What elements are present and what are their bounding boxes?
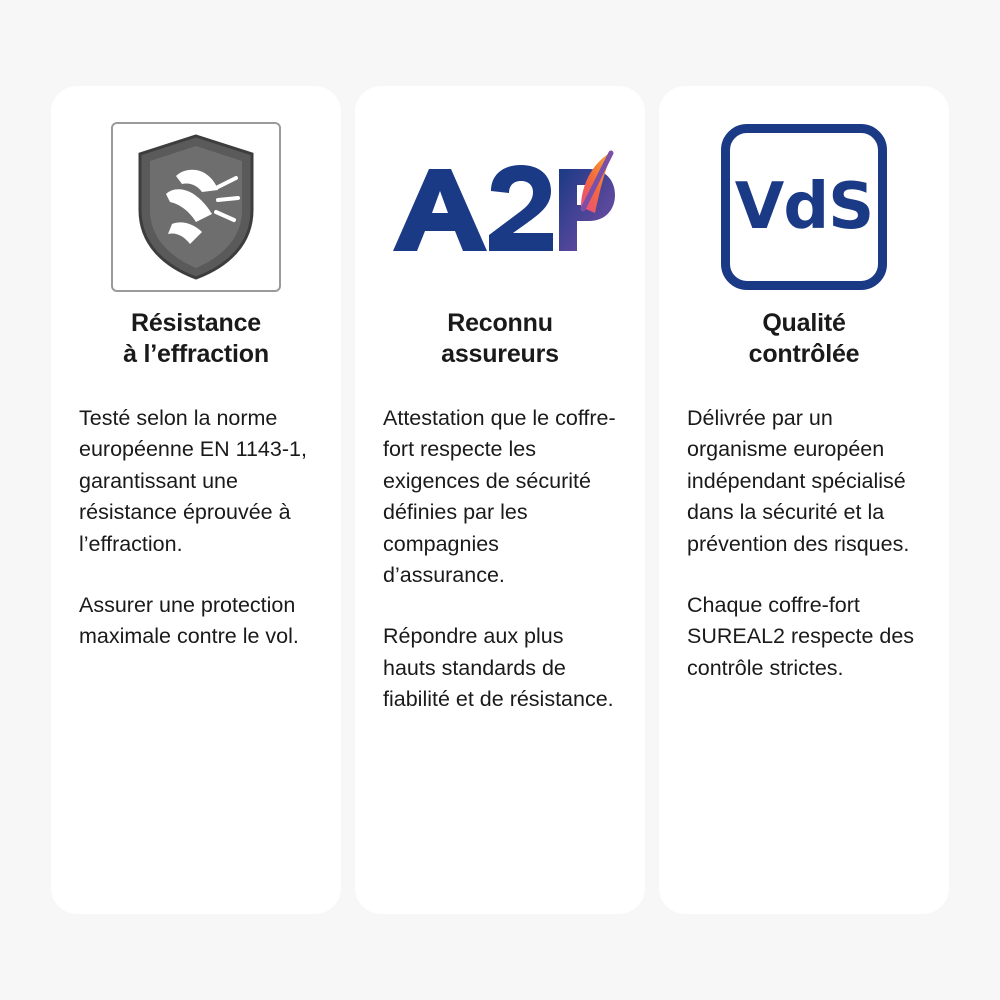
card-3-body (687, 403, 921, 684)
card-1-paragraph-2: Assurer une protection maximale contre le vol. (79, 592, 299, 649)
card-3-paragraph-2: Chaque coffre-fort SUREAL2 respecte des contrôle strictes. (687, 592, 915, 680)
card-2-title-line1: Reconnu (447, 309, 553, 337)
card-3-title (749, 308, 860, 369)
card-2-title-line2: assureurs (441, 339, 559, 368)
card-2-body (383, 403, 617, 715)
card-1-logo-area (79, 112, 313, 302)
card-3-title-line1: Qualité (762, 309, 846, 337)
card-1-title (123, 308, 269, 369)
card-3-logo-area (687, 112, 921, 302)
card-1-title-line1: Résistance (130, 309, 261, 337)
burglary-resistance-shield-icon (111, 122, 281, 292)
a2p-logo-icon (385, 147, 615, 267)
vds-logo-text: VdS (734, 170, 874, 244)
card-1-title-line2: à l’effraction (123, 339, 269, 368)
card-3-title-line2: contrôlée (748, 339, 860, 368)
card-2-logo-area (383, 112, 617, 302)
card-2-paragraph-2: Répondre aux plus hauts standards de fiabilité et de résistance. (383, 624, 614, 711)
card-1-body (79, 403, 313, 653)
vds-logo-icon (721, 124, 887, 290)
certification-card-resistance (51, 86, 341, 914)
certification-card-a2p (355, 86, 645, 914)
certification-card-vds (659, 86, 949, 914)
card-2-paragraph-1: Attestation que le coffre-fort respecte les exigences de sécurité définies par les compagnies d’assurance. (383, 406, 616, 587)
card-2-title (441, 308, 559, 369)
card-1-paragraph-1: Testé selon la norme européenne EN 1143-1, garantissant une résistance éprouvée à l’effraction. (79, 406, 307, 556)
card-3-paragraph-1: Délivrée par un organisme européen indépendant spécialisé dans la sécurité et la prévention des risques. (687, 406, 910, 556)
